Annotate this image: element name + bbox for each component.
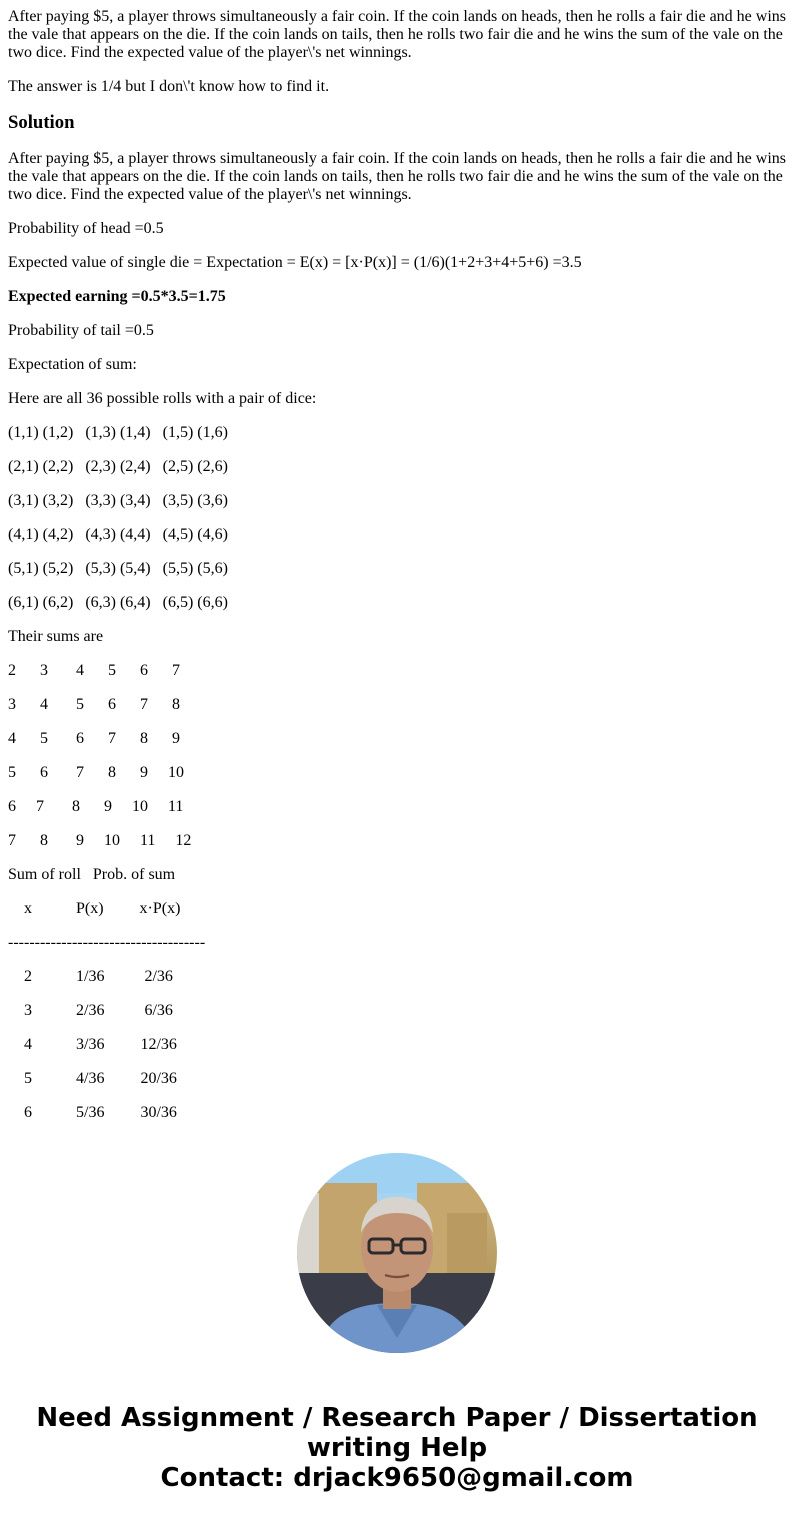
promo-banner (0, 1403, 794, 1493)
tutor-portrait-icon (297, 1153, 497, 1353)
sum-row: 7 8 9 10 11 12 (8, 832, 192, 849)
roll-row: (1,1) (1,2) (1,3) (1,4) (1,5) (1,6) (8, 424, 228, 441)
single-die-expectation: Expected value of single die = Expectation = E(x) = [x·P(x)] = (1/6)(1+2+3+4+5+6) =3.5 (8, 254, 582, 271)
roll-row: (4,1) (4,2) (4,3) (4,4) (4,5) (4,6) (8, 526, 228, 543)
promo-contact: Contact: drjack9650@gmail.com (160, 1463, 634, 1493)
solution-heading: Solution (8, 112, 75, 133)
question-note: The answer is 1/4 but I don\'t know how to find it. (8, 78, 330, 95)
question-text: After paying $5, a player throws simultaneously a fair coin. If the coin lands on heads, then he rolls a fair die and he wins the vale that appears on the die. If the coin lands on tails, then he rolls two fair die and he wins the sum of the vale on the two dice. Find the expected value of the player\'s net winnings. (8, 8, 786, 61)
roll-row: (6,1) (6,2) (6,3) (6,4) (6,5) (6,6) (8, 594, 228, 611)
table-row: 6 5/36 30/36 (8, 1104, 177, 1121)
expected-earning-text: Expected earning =0.5*3.5=1.75 (8, 288, 226, 305)
promo-line: Need Assignment / Research Paper / Dissertation (36, 1403, 758, 1433)
sum-row: 4 5 6 7 8 9 (8, 730, 180, 747)
sums-intro: Their sums are (8, 628, 104, 645)
table-header: x P(x) x·P(x) (8, 900, 181, 917)
table-row: 3 2/36 6/36 (8, 1002, 173, 1019)
table-title: Sum of roll Prob. of sum (8, 866, 176, 883)
prob-head: Probability of head =0.5 (8, 220, 164, 237)
table-row: 2 1/36 2/36 (8, 968, 173, 985)
sum-row: 5 6 7 8 9 10 (8, 764, 184, 781)
roll-row: (3,1) (3,2) (3,3) (3,4) (3,5) (3,6) (8, 492, 228, 509)
table-divider: ------------------------------------- (8, 934, 206, 951)
sum-row: 3 4 5 6 7 8 (8, 696, 180, 713)
sum-row: 6 7 8 9 10 11 (8, 798, 184, 815)
rolls-intro: Here are all 36 possible rolls with a pair of dice: (8, 390, 317, 407)
tutor-avatar (297, 1153, 497, 1353)
solution-restated: After paying $5, a player throws simultaneously a fair coin. If the coin lands on heads, then he rolls a fair die and he wins the vale that appears on the die. If the coin lands on tails, then he rolls two fair die and he wins the sum of the vale on the two dice. Find the expected value of the player\'s net winnings. (8, 150, 786, 203)
promo-line: writing Help (306, 1433, 488, 1463)
avatar (297, 1153, 497, 1353)
table-row: 5 4/36 20/36 (8, 1070, 177, 1087)
expectation-of-sum: Expectation of sum: (8, 356, 137, 373)
roll-row: (5,1) (5,2) (5,3) (5,4) (5,5) (5,6) (8, 560, 228, 577)
roll-row: (2,1) (2,2) (2,3) (2,4) (2,5) (2,6) (8, 458, 228, 475)
sum-row: 2 3 4 5 6 7 (8, 662, 180, 679)
table-row: 4 3/36 12/36 (8, 1036, 177, 1053)
prob-tail: Probability of tail =0.5 (8, 322, 154, 339)
expected-earning (8, 288, 786, 306)
